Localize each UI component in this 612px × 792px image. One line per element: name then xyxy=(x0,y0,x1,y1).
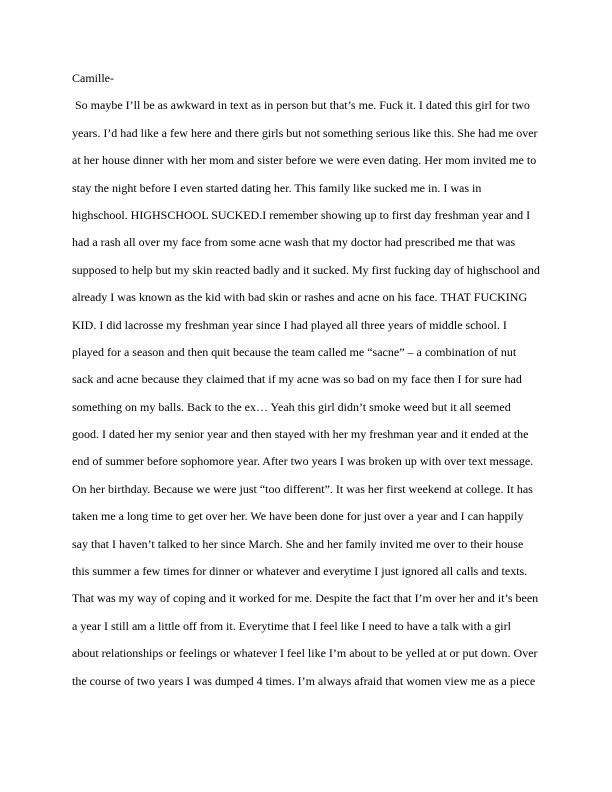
body-line: already I was known as the kid with bad skin or rashes and acne on his face. THAT FUCKING xyxy=(72,290,528,305)
body-line: played for a season and then quit because the team called me “sacne” – a combination of nut xyxy=(72,344,517,359)
letter-body xyxy=(72,65,542,695)
body-line: That was my way of coping and it worked for me. Despite the fact that I’m over her and it’s been xyxy=(72,591,539,606)
body-line: taken me a long time to get over her. We have been done for just over a year and I can happily xyxy=(72,509,524,524)
body-line: this summer a few times for dinner or whatever and everytime I just ignored all calls and texts. xyxy=(72,564,528,579)
body-line: On her birthday. Because we were just “too different”. It was her first weekend at college. It has xyxy=(72,481,533,496)
body-line: years. I’d had like a few here and there girls but not something serious like this. She had me over xyxy=(72,125,538,140)
body-line: a year I still am a little off from it. Everytime that I feel like I need to have a talk with a girl xyxy=(72,618,511,633)
salutation: Camille- xyxy=(72,71,114,85)
body-line: So maybe I’ll be as awkward in text as in person but that’s me. Fuck it. I dated this girl for two xyxy=(72,98,530,113)
body-line: had a rash all over my face from some acne wash that my doctor had prescribed me that was xyxy=(72,235,516,250)
body-line: at her house dinner with her mom and sister before we were even dating. Her mom invited me to xyxy=(72,153,537,168)
body-line: good. I dated her my senior year and then stayed with her my freshman year and it ended at the xyxy=(72,427,529,442)
body-line: sack and acne because they claimed that if my acne was so bad on my face then I for sure had xyxy=(72,372,522,387)
body-line: stay the night before I even started dating her. This family like sucked me in. I was in xyxy=(72,180,482,195)
body-line: say that I haven’t talked to her since March. She and her family invited me over to their house xyxy=(72,536,524,551)
body-line: supposed to help but my skin reacted badly and it sucked. My first fucking day of highschool and xyxy=(72,262,540,277)
body-line: something on my balls. Back to the ex… Yeah this girl didn’t smoke weed but it all seemed xyxy=(72,399,511,414)
body-line: about relationships or feelings or whatever I feel like I’m about to be yelled at or put down. Over xyxy=(72,646,538,661)
body-line: the course of two years I was dumped 4 times. I’m always afraid that women view me as a piece xyxy=(72,673,536,688)
body-line: KID. I did lacrosse my freshman year since I had played all three years of middle school. I xyxy=(72,317,507,332)
body-line: end of summer before sophomore year. After two years I was broken up with over text message. xyxy=(72,454,534,469)
body-line: highschool. HIGHSCHOOL SUCKED.I remember showing up to first day freshman year and I xyxy=(72,207,531,222)
